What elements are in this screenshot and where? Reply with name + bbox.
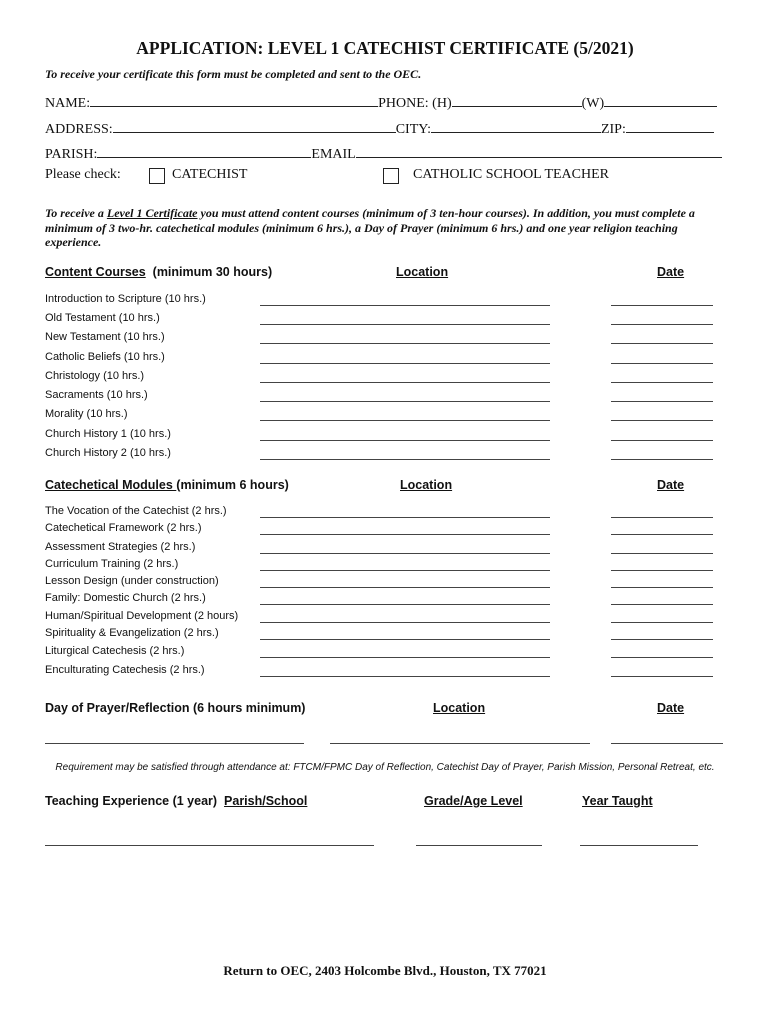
zip-label: ZIP: — [600, 122, 626, 137]
date-line[interactable] — [611, 324, 713, 325]
year-taught-text: Year Taught — [582, 794, 653, 808]
prayer-date-line[interactable] — [611, 743, 723, 744]
intro-text-end: you must attend content courses (minimum of 3 ten-hour courses). In addition, you must complete a minimum of 3 two-hr. catechetical modules (minimum 6 hrs.), a Day of Prayer (minimum 6 hrs.) and one year religion teaching experience. — [45, 206, 695, 249]
content-location-text: Location — [396, 265, 449, 279]
form-title: APPLICATION: LEVEL 1 CATECHIST CERTIFICATE (5/2021) — [136, 38, 634, 58]
zip-field[interactable] — [626, 118, 714, 133]
course-label: New Testament (10 hrs.) — [45, 331, 165, 343]
location-line[interactable] — [260, 420, 550, 421]
date-line[interactable] — [611, 459, 713, 460]
date-line[interactable] — [611, 587, 713, 588]
catechist-label: CATECHIST — [172, 167, 248, 182]
phone-work-label: (W) — [581, 96, 605, 111]
modules-title: Catechetical Modules — [45, 478, 177, 492]
date-line[interactable] — [611, 553, 713, 554]
course-label: Human/Spiritual Development (2 hours) — [45, 610, 239, 622]
school-teacher-checkbox[interactable] — [383, 168, 399, 184]
requirement-note: Requirement may be satisfied through attendance at: FTCM/FPMC Day of Reflection, Catechist Day of Prayer, Parish Mission, Personal Retreat, etc. — [55, 762, 715, 773]
school-teacher-label: CATHOLIC SCHOOL TEACHER — [413, 167, 610, 182]
content-courses-note: (minimum 30 hours) — [152, 265, 273, 279]
course-label: Morality (10 hrs.) — [45, 408, 128, 420]
date-line[interactable] — [611, 382, 713, 383]
prayer-location-line[interactable] — [330, 743, 590, 744]
prayer-date-text: Date — [657, 701, 685, 715]
prayer-name-line[interactable] — [45, 743, 304, 744]
course-label: Christology (10 hrs.) — [45, 370, 145, 382]
parish-row — [45, 143, 722, 163]
address-label: ADDRESS: — [45, 122, 113, 137]
name-field[interactable] — [90, 92, 378, 107]
name-row — [45, 92, 717, 112]
location-line[interactable] — [260, 639, 550, 640]
location-line[interactable] — [260, 343, 550, 344]
content-date-header — [657, 265, 684, 279]
teaching-experience-header — [45, 794, 307, 808]
prayer-location-text: Location — [433, 701, 486, 715]
address-row — [45, 118, 714, 138]
requirements-paragraph — [45, 206, 725, 250]
modules-date-text: Date — [657, 478, 685, 492]
teaching-title: Teaching Experience (1 year) — [45, 794, 218, 808]
course-label: Old Testament (10 hrs.) — [45, 312, 160, 324]
course-label: Church History 2 (10 hrs.) — [45, 447, 171, 459]
location-line[interactable] — [260, 604, 550, 605]
location-line[interactable] — [260, 657, 550, 658]
date-line[interactable] — [611, 570, 713, 571]
location-line[interactable] — [260, 676, 550, 677]
course-label: Catechetical Framework (2 hrs.) — [45, 522, 202, 534]
prayer-location-header — [433, 701, 485, 715]
phone-home-field[interactable] — [452, 92, 582, 107]
modules-location-text: Location — [400, 478, 453, 492]
course-label: Church History 1 (10 hrs.) — [45, 428, 171, 440]
location-line[interactable] — [260, 382, 550, 383]
catechist-checkbox[interactable] — [149, 168, 165, 184]
modules-note: (minimum 6 hours) — [176, 478, 289, 492]
location-line[interactable] — [260, 534, 550, 535]
parish-field[interactable] — [97, 143, 311, 158]
course-label: Curriculum Training (2 hrs.) — [45, 558, 179, 570]
location-line[interactable] — [260, 459, 550, 460]
date-line[interactable] — [611, 676, 713, 677]
content-location-header — [396, 265, 448, 279]
city-field[interactable] — [431, 118, 601, 133]
address-field[interactable] — [113, 118, 396, 133]
date-line[interactable] — [611, 401, 713, 402]
return-address: Return to OEC, 2403 Holcombe Blvd., Houston, TX 77021 — [223, 963, 547, 978]
location-line[interactable] — [260, 587, 550, 588]
date-line[interactable] — [611, 657, 713, 658]
location-line[interactable] — [260, 553, 550, 554]
grade-level-header — [424, 794, 523, 808]
location-line[interactable] — [260, 440, 550, 441]
catechetical-modules-header — [45, 478, 289, 492]
parish-label: PARISH: — [45, 147, 98, 162]
date-line[interactable] — [611, 305, 713, 306]
city-label: CITY: — [395, 122, 431, 137]
course-label: Catholic Beliefs (10 hrs.) — [45, 351, 165, 363]
location-line[interactable] — [260, 324, 550, 325]
location-line[interactable] — [260, 363, 550, 364]
content-courses-header — [45, 265, 272, 279]
location-line[interactable] — [260, 305, 550, 306]
year-taught-header — [582, 794, 653, 808]
date-line[interactable] — [611, 622, 713, 623]
parish-school-header: Parish/School — [224, 794, 308, 808]
date-line[interactable] — [611, 440, 713, 441]
level-1-certificate-text: Level 1 Certificate — [106, 206, 198, 220]
course-label: Lesson Design (under construction) — [45, 575, 219, 587]
course-label: Sacraments (10 hrs.) — [45, 389, 148, 401]
date-line[interactable] — [611, 517, 713, 518]
intro-text-start: To receive a — [45, 206, 107, 220]
course-label: Assessment Strategies (2 hrs.) — [45, 541, 196, 553]
parish-school-line[interactable] — [45, 845, 374, 846]
course-label: Introduction to Scripture (10 hrs.) — [45, 293, 206, 305]
location-line[interactable] — [260, 401, 550, 402]
location-line[interactable] — [260, 570, 550, 571]
grade-level-text: Grade/Age Level — [424, 794, 523, 808]
form-subtitle: To receive your certificate this form must be completed and sent to the OEC. — [45, 67, 422, 81]
phone-work-field[interactable] — [604, 92, 717, 107]
name-label: NAME: — [45, 96, 91, 111]
modules-location-header — [400, 478, 452, 492]
prayer-date-header — [657, 701, 684, 715]
date-line[interactable] — [611, 639, 713, 640]
date-line[interactable] — [611, 604, 713, 605]
email-field[interactable] — [356, 143, 722, 158]
location-line[interactable] — [260, 622, 550, 623]
content-date-text: Date — [657, 265, 685, 279]
course-label: Enculturating Catechesis (2 hrs.) — [45, 664, 205, 676]
date-line[interactable] — [611, 534, 713, 535]
course-label: Family: Domestic Church (2 hrs.) — [45, 592, 206, 604]
grade-level-line[interactable] — [416, 845, 542, 846]
course-label: Liturgical Catechesis (2 hrs.) — [45, 645, 185, 657]
date-line[interactable] — [611, 363, 713, 364]
year-taught-line[interactable] — [580, 845, 698, 846]
date-line[interactable] — [611, 420, 713, 421]
email-label: EMAIL — [311, 147, 356, 162]
modules-date-header — [657, 478, 684, 492]
course-label: Spirituality & Evangelization (2 hrs.) — [45, 627, 219, 639]
course-label: The Vocation of the Catechist (2 hrs.) — [45, 505, 227, 517]
phone-home-label: PHONE: (H) — [378, 96, 452, 111]
day-of-prayer-header: Day of Prayer/Reflection (6 hours minimum) — [45, 701, 306, 715]
please-check-label: Please check: — [45, 167, 121, 182]
location-line[interactable] — [260, 517, 550, 518]
date-line[interactable] — [611, 343, 713, 344]
content-courses-title: Content Courses — [45, 265, 146, 279]
